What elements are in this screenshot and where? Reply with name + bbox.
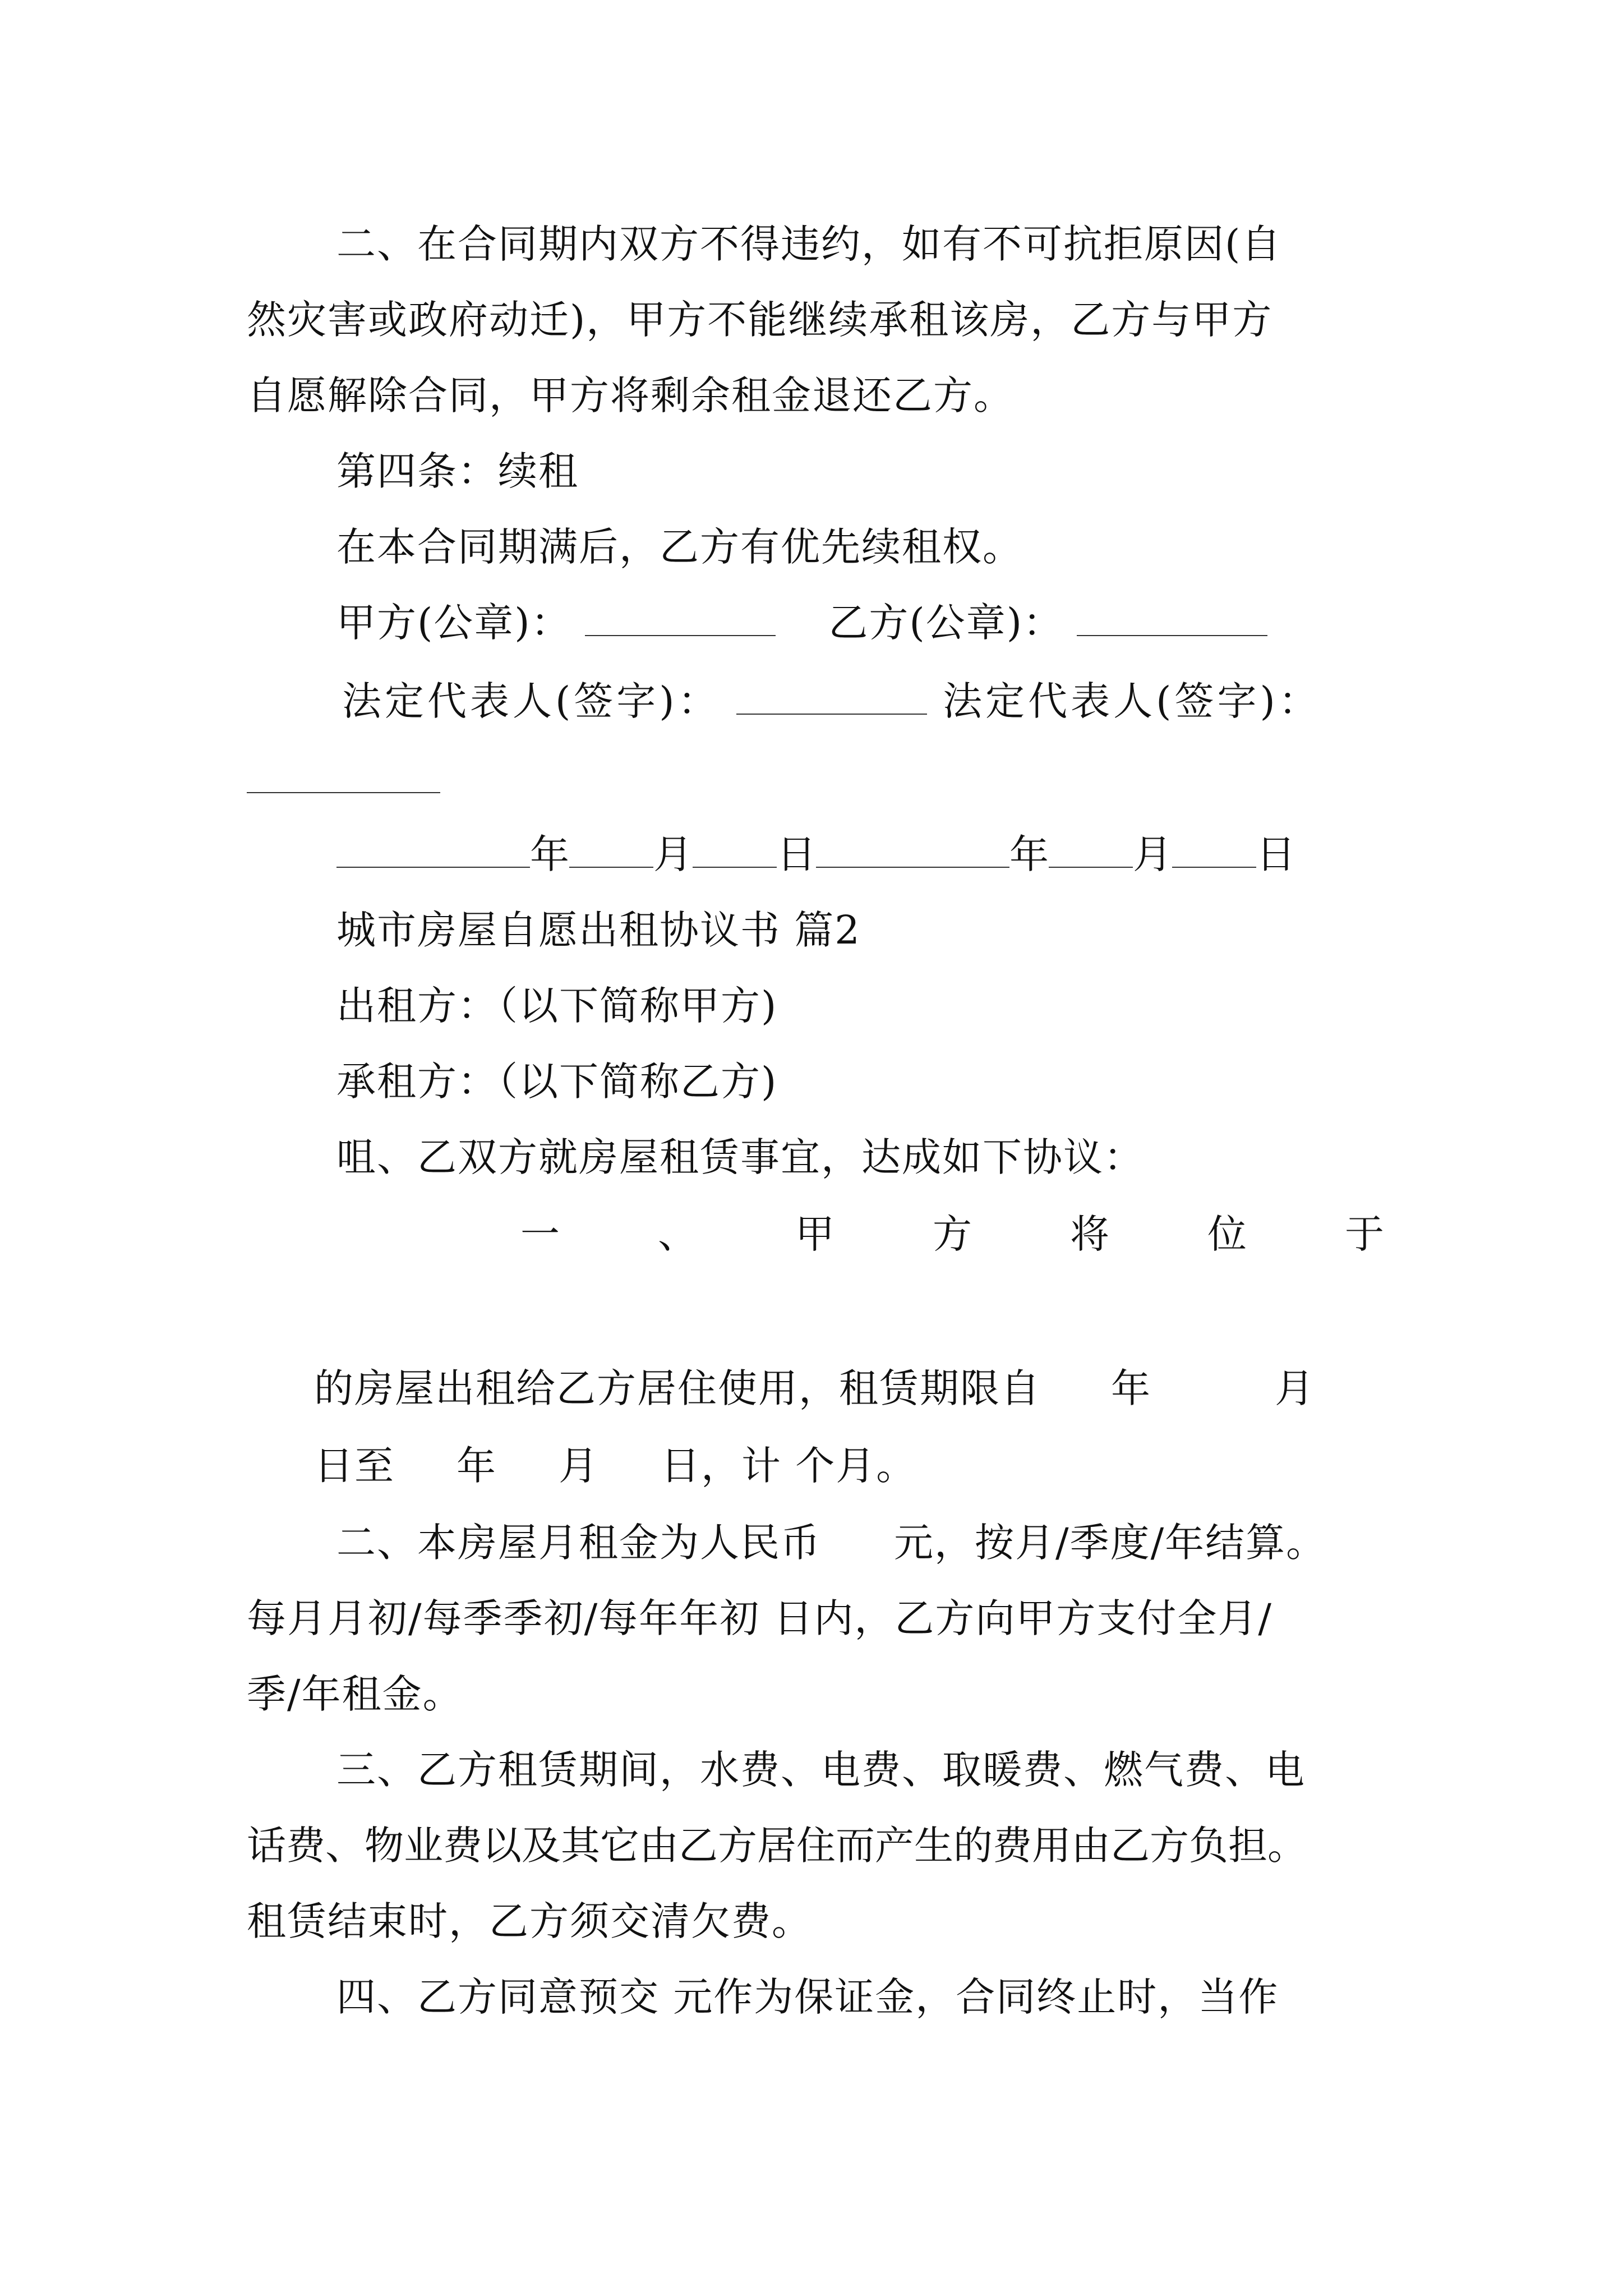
party-b-seal-label: 乙方(公章)： bbox=[828, 600, 1064, 646]
party-a-seal-label: 甲方(公章)： bbox=[336, 600, 571, 646]
representative-line bbox=[342, 676, 1321, 726]
day-label: 日 bbox=[1256, 831, 1295, 877]
date-blank bbox=[336, 834, 530, 868]
month-label: 月 bbox=[1275, 1365, 1315, 1411]
clause-char: 一 bbox=[520, 1211, 560, 1257]
month-label: 月 bbox=[653, 831, 693, 877]
clause-text: 日，计 个月。 bbox=[661, 1443, 917, 1489]
date-blank bbox=[816, 834, 1009, 868]
clause-text: 元，按月/季度/年结算。 bbox=[894, 1520, 1327, 1566]
clause-text: 二、本房屋月租金为人民币 bbox=[336, 1520, 821, 1566]
clause-char: 、 bbox=[658, 1211, 697, 1257]
clause-char: 位 bbox=[1207, 1211, 1247, 1257]
date-blank bbox=[1049, 834, 1133, 868]
clause-char: 方 bbox=[933, 1211, 972, 1257]
clause3-line2: 话费、物业费以及其它由乙方居住而产生的费用由乙方负担。 bbox=[247, 1823, 1307, 1869]
clause1-line3 bbox=[314, 1441, 916, 1491]
month-label: 月 bbox=[1133, 831, 1172, 877]
paragraph-line: 二、在合同期内双方不得违约，如有不可抗拒原因(自 bbox=[336, 221, 1282, 267]
clause3-line3: 租赁结束时，乙方须交清欠费。 bbox=[247, 1898, 812, 1944]
clause3-line1: 三、乙方租赁期间，水费、电费、取暖费、燃气费、电 bbox=[336, 1747, 1306, 1793]
section-title: 城市房屋自愿出租协议书 篇2 bbox=[336, 907, 861, 953]
clause2-line2: 每月月初/每季季初/每年年初 日内，乙方向甲方支付全月/ bbox=[247, 1595, 1273, 1641]
clause4-line1: 四、乙方同意预交 元作为保证金，合同终止时，当作 bbox=[336, 1974, 1279, 2020]
seal-line bbox=[336, 597, 1267, 648]
rep-a-label: 法定代表人(签字)： bbox=[342, 678, 721, 724]
clause2-line1 bbox=[336, 1517, 1326, 1568]
clause2-line3: 季/年租金。 bbox=[247, 1671, 463, 1717]
signature-blank bbox=[247, 792, 440, 793]
year-label: 年 bbox=[1111, 1365, 1151, 1411]
intro-line: 咀、乙双方就房屋租赁事宜，达成如下协议： bbox=[336, 1134, 1144, 1180]
month-label: 月 bbox=[559, 1443, 599, 1489]
clause-char: 于 bbox=[1345, 1211, 1384, 1257]
signature-blank bbox=[1077, 602, 1267, 636]
paragraph-line: 然灾害或政府动迁)，甲方不能继续承租该房，乙方与甲方 bbox=[247, 297, 1273, 343]
year-label: 年 bbox=[1009, 831, 1049, 877]
rep-b-label: 法定代表人(签字)： bbox=[943, 678, 1321, 724]
lessee-line: 承租方：（以下简称乙方) bbox=[336, 1059, 778, 1105]
day-label: 日 bbox=[777, 831, 816, 877]
clause-char: 甲 bbox=[795, 1211, 834, 1257]
date-blank bbox=[693, 834, 777, 868]
signature-blank bbox=[585, 602, 776, 636]
clause-char: 将 bbox=[1070, 1211, 1109, 1257]
paragraph-line: 自愿解除合同，甲方将剩余租金退还乙方。 bbox=[247, 372, 1014, 418]
date-line bbox=[336, 829, 1295, 880]
signature-blank bbox=[736, 681, 927, 715]
clause1-line2 bbox=[314, 1363, 1315, 1414]
date-blank bbox=[1172, 834, 1256, 868]
lessor-line: 出租方：（以下简称甲方) bbox=[336, 983, 778, 1029]
clause-text: 的房屋出租给乙方居住使用，租赁期限自 bbox=[314, 1365, 1041, 1411]
article-heading: 第四条：续租 bbox=[336, 448, 579, 494]
date-blank bbox=[569, 834, 653, 868]
article-body: 在本合同期满后，乙方有优先续租权。 bbox=[336, 524, 1023, 570]
clause-text: 日至 bbox=[314, 1443, 395, 1489]
clause1-line1 bbox=[520, 1209, 1384, 1259]
year-label: 年 bbox=[530, 831, 569, 877]
year-label: 年 bbox=[457, 1443, 497, 1489]
